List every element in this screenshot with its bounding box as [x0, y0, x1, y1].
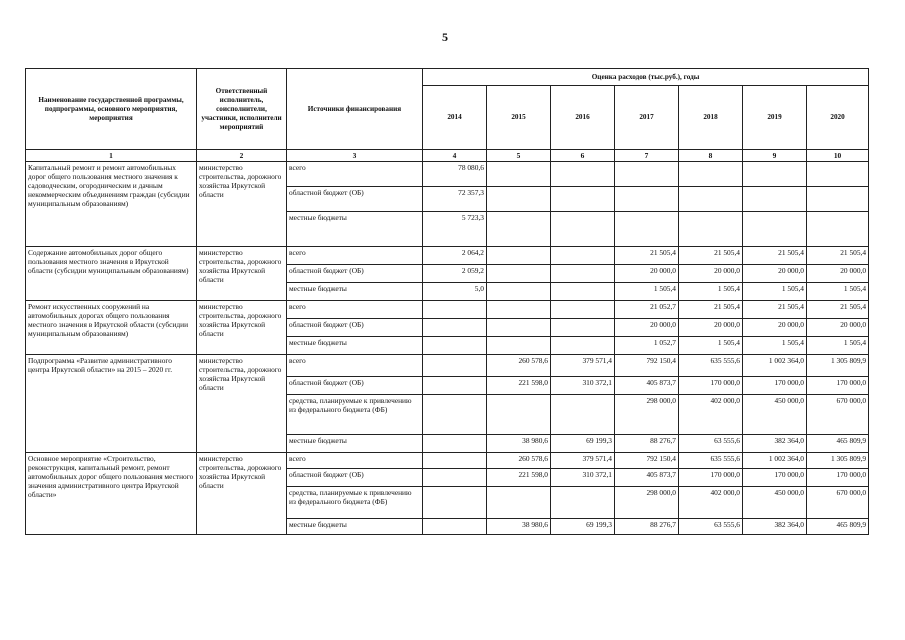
expense-value: 20 000,0 [679, 265, 743, 283]
expense-value: 1 305 809,9 [807, 355, 869, 377]
header-year: 2017 [615, 86, 679, 150]
expense-value: 21 505,4 [743, 301, 807, 319]
expense-value: 170 000,0 [807, 377, 869, 395]
header-name: Наименование государственной программы, подпрограммы, основного мероприятия, мероприятия [26, 69, 197, 150]
expense-value: 1 505,4 [807, 283, 869, 301]
expense-value: 1 052,7 [615, 337, 679, 355]
expense-value: 382 364,0 [743, 519, 807, 535]
expense-value [679, 162, 743, 187]
header-year: 2019 [743, 86, 807, 150]
header-source: Источники финансирования [287, 69, 423, 150]
table-row [26, 162, 869, 187]
funding-source: всего [287, 453, 423, 469]
expense-value: 221 598,0 [487, 377, 551, 395]
expense-value [423, 301, 487, 319]
expense-value [423, 487, 487, 519]
expense-value [551, 283, 615, 301]
page-number: 5 [442, 30, 448, 44]
expense-value [487, 283, 551, 301]
expense-value: 21 505,4 [807, 247, 869, 265]
expense-value: 78 080,6 [423, 162, 487, 187]
expense-value: 379 571,4 [551, 453, 615, 469]
expense-value [807, 212, 869, 247]
column-index: 1 [26, 150, 197, 162]
expense-value: 382 364,0 [743, 435, 807, 453]
column-index: 9 [743, 150, 807, 162]
expense-value: 260 578,6 [487, 355, 551, 377]
column-index: 6 [551, 150, 615, 162]
activity-name: Содержание автомобильных дорог общего пользования местного значения в Иркутской области (субсидии муниципальным образованиям) [26, 247, 197, 301]
expense-value [807, 162, 869, 187]
expense-value: 21 505,4 [679, 247, 743, 265]
expense-value: 298 000,0 [615, 395, 679, 435]
expense-value: 21 505,4 [615, 247, 679, 265]
header-year: 2016 [551, 86, 615, 150]
funding-source: всего [287, 301, 423, 319]
expense-value [487, 301, 551, 319]
expense-value: 1 002 364,0 [743, 453, 807, 469]
expense-value: 402 000,0 [679, 395, 743, 435]
header-executor: Ответственный исполнитель, соисполнители, участники, исполнители мероприятий [197, 69, 287, 150]
expense-value [679, 212, 743, 247]
expense-value [615, 212, 679, 247]
header-expenses: Оценка расходов (тыс.руб.), годы [423, 69, 869, 86]
expense-value [743, 162, 807, 187]
expense-value: 635 555,6 [679, 355, 743, 377]
activity-name: Подпрограмма «Развитие административного центра Иркутской области» на 2015 – 2020 гг. [26, 355, 197, 453]
expense-value: 170 000,0 [743, 469, 807, 487]
expense-value [551, 301, 615, 319]
funding-source: областной бюджет (ОБ) [287, 187, 423, 212]
expense-value [551, 265, 615, 283]
expense-value: 5,0 [423, 283, 487, 301]
expense-value: 88 276,7 [615, 435, 679, 453]
expense-value: 20 000,0 [743, 265, 807, 283]
expense-value: 5 723,3 [423, 212, 487, 247]
expense-value: 1 305 809,9 [807, 453, 869, 469]
header-year: 2020 [807, 86, 869, 150]
expense-value [423, 469, 487, 487]
expense-value: 405 873,7 [615, 377, 679, 395]
expense-value [487, 247, 551, 265]
expense-value [487, 337, 551, 355]
expense-value: 63 555,6 [679, 435, 743, 453]
expense-value: 170 000,0 [679, 469, 743, 487]
expenses-table [25, 68, 869, 535]
expense-value: 1 505,4 [679, 283, 743, 301]
expense-value [743, 212, 807, 247]
table-row [26, 355, 869, 377]
expense-value: 69 199,3 [551, 435, 615, 453]
funding-source: местные бюджеты [287, 435, 423, 453]
expense-value [551, 395, 615, 435]
expense-value: 21 505,4 [807, 301, 869, 319]
expense-value [423, 395, 487, 435]
funding-source: областной бюджет (ОБ) [287, 265, 423, 283]
expense-value: 260 578,6 [487, 453, 551, 469]
expense-value [423, 435, 487, 453]
expense-value: 69 199,3 [551, 519, 615, 535]
funding-source: местные бюджеты [287, 212, 423, 247]
funding-source: областной бюджет (ОБ) [287, 469, 423, 487]
expense-value: 170 000,0 [807, 469, 869, 487]
expense-value: 450 000,0 [743, 487, 807, 519]
expense-value [487, 487, 551, 519]
expense-value: 465 809,9 [807, 435, 869, 453]
expense-value: 405 873,7 [615, 469, 679, 487]
expense-value: 20 000,0 [615, 319, 679, 337]
expense-value: 379 571,4 [551, 355, 615, 377]
expense-value: 792 150,4 [615, 355, 679, 377]
expense-value [423, 337, 487, 355]
expense-value [423, 319, 487, 337]
expense-value [551, 319, 615, 337]
expense-value: 450 000,0 [743, 395, 807, 435]
expense-value: 298 000,0 [615, 487, 679, 519]
expense-value [551, 247, 615, 265]
expense-value: 20 000,0 [679, 319, 743, 337]
expense-value: 1 505,4 [743, 283, 807, 301]
expense-value: 2 059,2 [423, 265, 487, 283]
header-year: 2015 [487, 86, 551, 150]
funding-source: всего [287, 247, 423, 265]
expense-value: 1 002 364,0 [743, 355, 807, 377]
table-row [26, 247, 869, 265]
column-index: 7 [615, 150, 679, 162]
table-row [26, 453, 869, 469]
expense-value: 20 000,0 [807, 319, 869, 337]
funding-source: областной бюджет (ОБ) [287, 319, 423, 337]
expense-value: 221 598,0 [487, 469, 551, 487]
expense-value: 635 555,6 [679, 453, 743, 469]
expense-value: 63 555,6 [679, 519, 743, 535]
column-index: 4 [423, 150, 487, 162]
column-index: 3 [287, 150, 423, 162]
expense-value: 20 000,0 [743, 319, 807, 337]
expense-value [615, 187, 679, 212]
expense-value [423, 453, 487, 469]
expense-value: 72 357,3 [423, 187, 487, 212]
expense-value [487, 395, 551, 435]
executor: министерство строительства, дорожного хозяйства Иркутской области [197, 247, 287, 301]
column-index: 2 [197, 150, 287, 162]
expense-value [487, 212, 551, 247]
expense-value: 2 064,2 [423, 247, 487, 265]
expense-value: 310 372,1 [551, 377, 615, 395]
expense-value [487, 319, 551, 337]
expense-value [423, 377, 487, 395]
expense-value [551, 337, 615, 355]
expense-value: 465 809,9 [807, 519, 869, 535]
expense-value: 21 505,4 [743, 247, 807, 265]
expense-value: 20 000,0 [807, 265, 869, 283]
expense-value [807, 187, 869, 212]
activity-name: Основное мероприятие «Строительство, реконструкция, капитальный ремонт, ремонт автомобильных дорог общего пользования местного значения административного центра Иркутской области» [26, 453, 197, 535]
funding-source: всего [287, 355, 423, 377]
column-index: 5 [487, 150, 551, 162]
expense-value: 21 052,7 [615, 301, 679, 319]
expense-value: 20 000,0 [615, 265, 679, 283]
funding-source: местные бюджеты [287, 337, 423, 355]
funding-source: средства, планируемые к привлечению из федерального бюджета (ФБ) [287, 487, 423, 519]
expense-value: 1 505,4 [679, 337, 743, 355]
expense-value: 1 505,4 [807, 337, 869, 355]
column-index: 10 [807, 150, 869, 162]
expense-value [551, 487, 615, 519]
expense-value: 21 505,4 [679, 301, 743, 319]
expense-value: 170 000,0 [743, 377, 807, 395]
expense-value [423, 519, 487, 535]
expense-value [551, 187, 615, 212]
funding-source: всего [287, 162, 423, 187]
expense-value: 38 980,6 [487, 519, 551, 535]
expense-value [743, 187, 807, 212]
activity-name: Ремонт искусственных сооружений на автомобильных дорогах общего пользования местного значения в Иркутской области (субсидии муниципальным образованиям) [26, 301, 197, 355]
expense-value [487, 265, 551, 283]
expense-value: 670 000,0 [807, 395, 869, 435]
funding-source: местные бюджеты [287, 283, 423, 301]
expense-value [551, 162, 615, 187]
funding-source: областной бюджет (ОБ) [287, 377, 423, 395]
expense-value: 1 505,4 [615, 283, 679, 301]
expense-value [551, 212, 615, 247]
expense-value: 310 372,1 [551, 469, 615, 487]
funding-source: средства, планируемые к привлечению из федерального бюджета (ФБ) [287, 395, 423, 435]
expense-value [423, 355, 487, 377]
expense-value [615, 162, 679, 187]
expense-value: 170 000,0 [679, 377, 743, 395]
header-year: 2014 [423, 86, 487, 150]
executor: министерство строительства, дорожного хозяйства Иркутской области [197, 453, 287, 535]
expense-value: 88 276,7 [615, 519, 679, 535]
expense-value [487, 162, 551, 187]
column-index: 8 [679, 150, 743, 162]
expense-value: 402 000,0 [679, 487, 743, 519]
funding-source: местные бюджеты [287, 519, 423, 535]
expense-value: 1 505,4 [743, 337, 807, 355]
expense-value: 670 000,0 [807, 487, 869, 519]
table-row [26, 301, 869, 319]
header-year: 2018 [679, 86, 743, 150]
expense-value: 792 150,4 [615, 453, 679, 469]
executor: министерство строительства, дорожного хозяйства Иркутской области [197, 162, 287, 247]
executor: министерство строительства, дорожного хозяйства Иркутской области [197, 355, 287, 453]
executor: министерство строительства, дорожного хозяйства Иркутской области [197, 301, 287, 355]
expense-value: 38 980,6 [487, 435, 551, 453]
activity-name: Капитальный ремонт и ремонт автомобильных дорог общего пользования местного значения к садоводческим, огородническим и дачным некоммерческим объединениям граждан (субсидии муниципальным образованиям) [26, 162, 197, 247]
expense-value [487, 187, 551, 212]
expense-value [679, 187, 743, 212]
